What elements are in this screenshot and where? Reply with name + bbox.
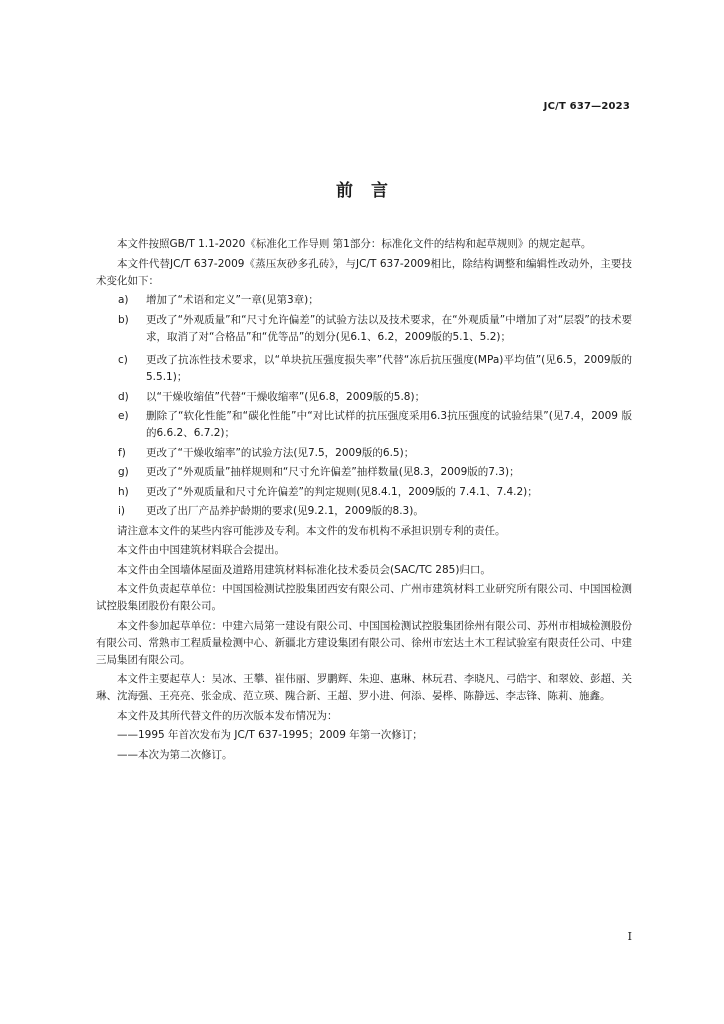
list-item-label: h) — [118, 485, 129, 498]
list-item-label: c) — [118, 354, 128, 366]
list-item-label: g) — [118, 466, 129, 478]
list-item-text: 更改了“外观质量”和“尺寸允许偏差”的试验方法以及技术要求，在“外观质量”中增加了对“层裂”的技术要求，取消了对“合格品”和“优等品”的划分(见6.1、6.2，2009版的5.1、5.2)； — [146, 313, 632, 343]
list-item-text: 增加了“术语和定义”一章(见第3章)； — [146, 294, 319, 306]
paragraph-participating-units: 本文件参加起草单位：中建六局第一建设有限公司、中国国检测试控股集团徐州有限公司、苏州市相城检测股份有限公司、常熟市工程质量检测中心、新疆北方建设集团有限公司、徐州市宏达土木工程试验室有限责任公司、中建三局集团有限公司。 — [96, 619, 632, 666]
list-item — [96, 503, 632, 520]
history-item-2: ——本次为第二次修订。 — [117, 748, 233, 761]
list-item-text: 删除了“软化性能”和“碳化性能”中“对比试样的抗压强度采用6.3抗压强度的试验结果”(见7.4，2009 版的6.6.2、6.7.2)； — [146, 410, 632, 439]
list-item-text: 以“干燥收缩值”代替“干燥收缩率”(见6.8，2009版的5.8)； — [146, 390, 426, 403]
list-item-text: 更改了抗冻性技术要求，以“单块抗压强度损失率”代替“冻后抗压强度(MPa)平均值”(见6.5，2009版的5.5.1)； — [146, 354, 632, 383]
list-item-label: a) — [118, 294, 129, 306]
title-char-1: 前 — [336, 181, 353, 201]
paragraph-main-drafters: 本文件主要起草人：吴冰、王攀、崔伟丽、罗鹏辉、朱迎、惠琳、林玩君、李晓凡、弓皓宇、和翠姣、彭超、关琳、沈海强、王亮亮、张金成、范立瑛、隗合新、王超、罗小进、何添、晏桦、陈静远、李志锋、陈莉、施鑫。 — [96, 673, 632, 702]
list-item-label: b) — [118, 313, 129, 326]
list-item — [96, 352, 632, 386]
list-item-text: 更改了“干燥收缩率”的试验方法(见7.5，2009版的6.5)； — [146, 446, 415, 459]
document-code: JC/T 637—2023 — [543, 101, 630, 112]
paragraph-drafting-rules: 本文件按照GB/T 1.1-2020《标准化工作导则 第1部分：标准化文件的结构和起草规则》的规定起草。 — [117, 238, 592, 250]
list-item — [96, 292, 632, 309]
list-item — [96, 484, 632, 501]
list-item — [96, 389, 632, 406]
list-item-text: 更改了“外观质量和尺寸允许偏差”的判定规则(见8.4.1，2009版的 7.4.1、7.4.2)； — [146, 485, 538, 498]
foreword-body — [96, 236, 632, 766]
paragraph-patent-notice: 请注意本文件的某些内容可能涉及专利。本文件的发布机构不承担识别专利的责任。 — [117, 524, 506, 537]
list-item-label: e) — [118, 410, 129, 422]
list-item-text: 更改了“外观质量”抽样规则和“尺寸允许偏差”抽样数量(见8.3，2009版的7.3)； — [146, 466, 520, 478]
paragraph-managed-by: 本文件由全国墙体屋面及道路用建筑材料标准化技术委员会(SAC/TC 285)归口。 — [117, 563, 491, 576]
list-item-text: 更改了出厂产品养护龄期的要求(见9.2.1，2009版的8.3)。 — [146, 505, 424, 517]
list-item-label: i) — [118, 505, 126, 517]
list-item — [96, 464, 632, 481]
paragraph-history-intro: 本文件及其所代替文件的历次版本发布情况为： — [117, 709, 338, 722]
list-item-label: f) — [118, 446, 126, 459]
paragraph-lead-drafting-units: 本文件负责起草单位：中国国检测试控股集团西安有限公司、广州市建筑材料工业研究所有限公司、中国国检测试控股集团股份有限公司。 — [96, 583, 632, 612]
history-item-1: ——1995 年首次发布为 JC/T 637-1995；2009 年第一次修订； — [117, 729, 423, 741]
list-item-label: d) — [118, 390, 129, 403]
change-list — [96, 292, 632, 520]
list-item — [96, 312, 632, 346]
paragraph-proposed-by: 本文件由中国建筑材料联合会提出。 — [117, 544, 285, 556]
list-item — [96, 445, 632, 462]
list-item — [96, 408, 632, 442]
paragraph-replaces: 本文件代替JC/T 637-2009《蒸压灰砂多孔砖》，与JC/T 637-2009相比，除结构调整和编辑性改动外，主要技术变化如下： — [96, 257, 632, 287]
section-title — [0, 176, 724, 201]
title-char-2: 言 — [371, 181, 388, 201]
page-number: I — [627, 930, 632, 943]
